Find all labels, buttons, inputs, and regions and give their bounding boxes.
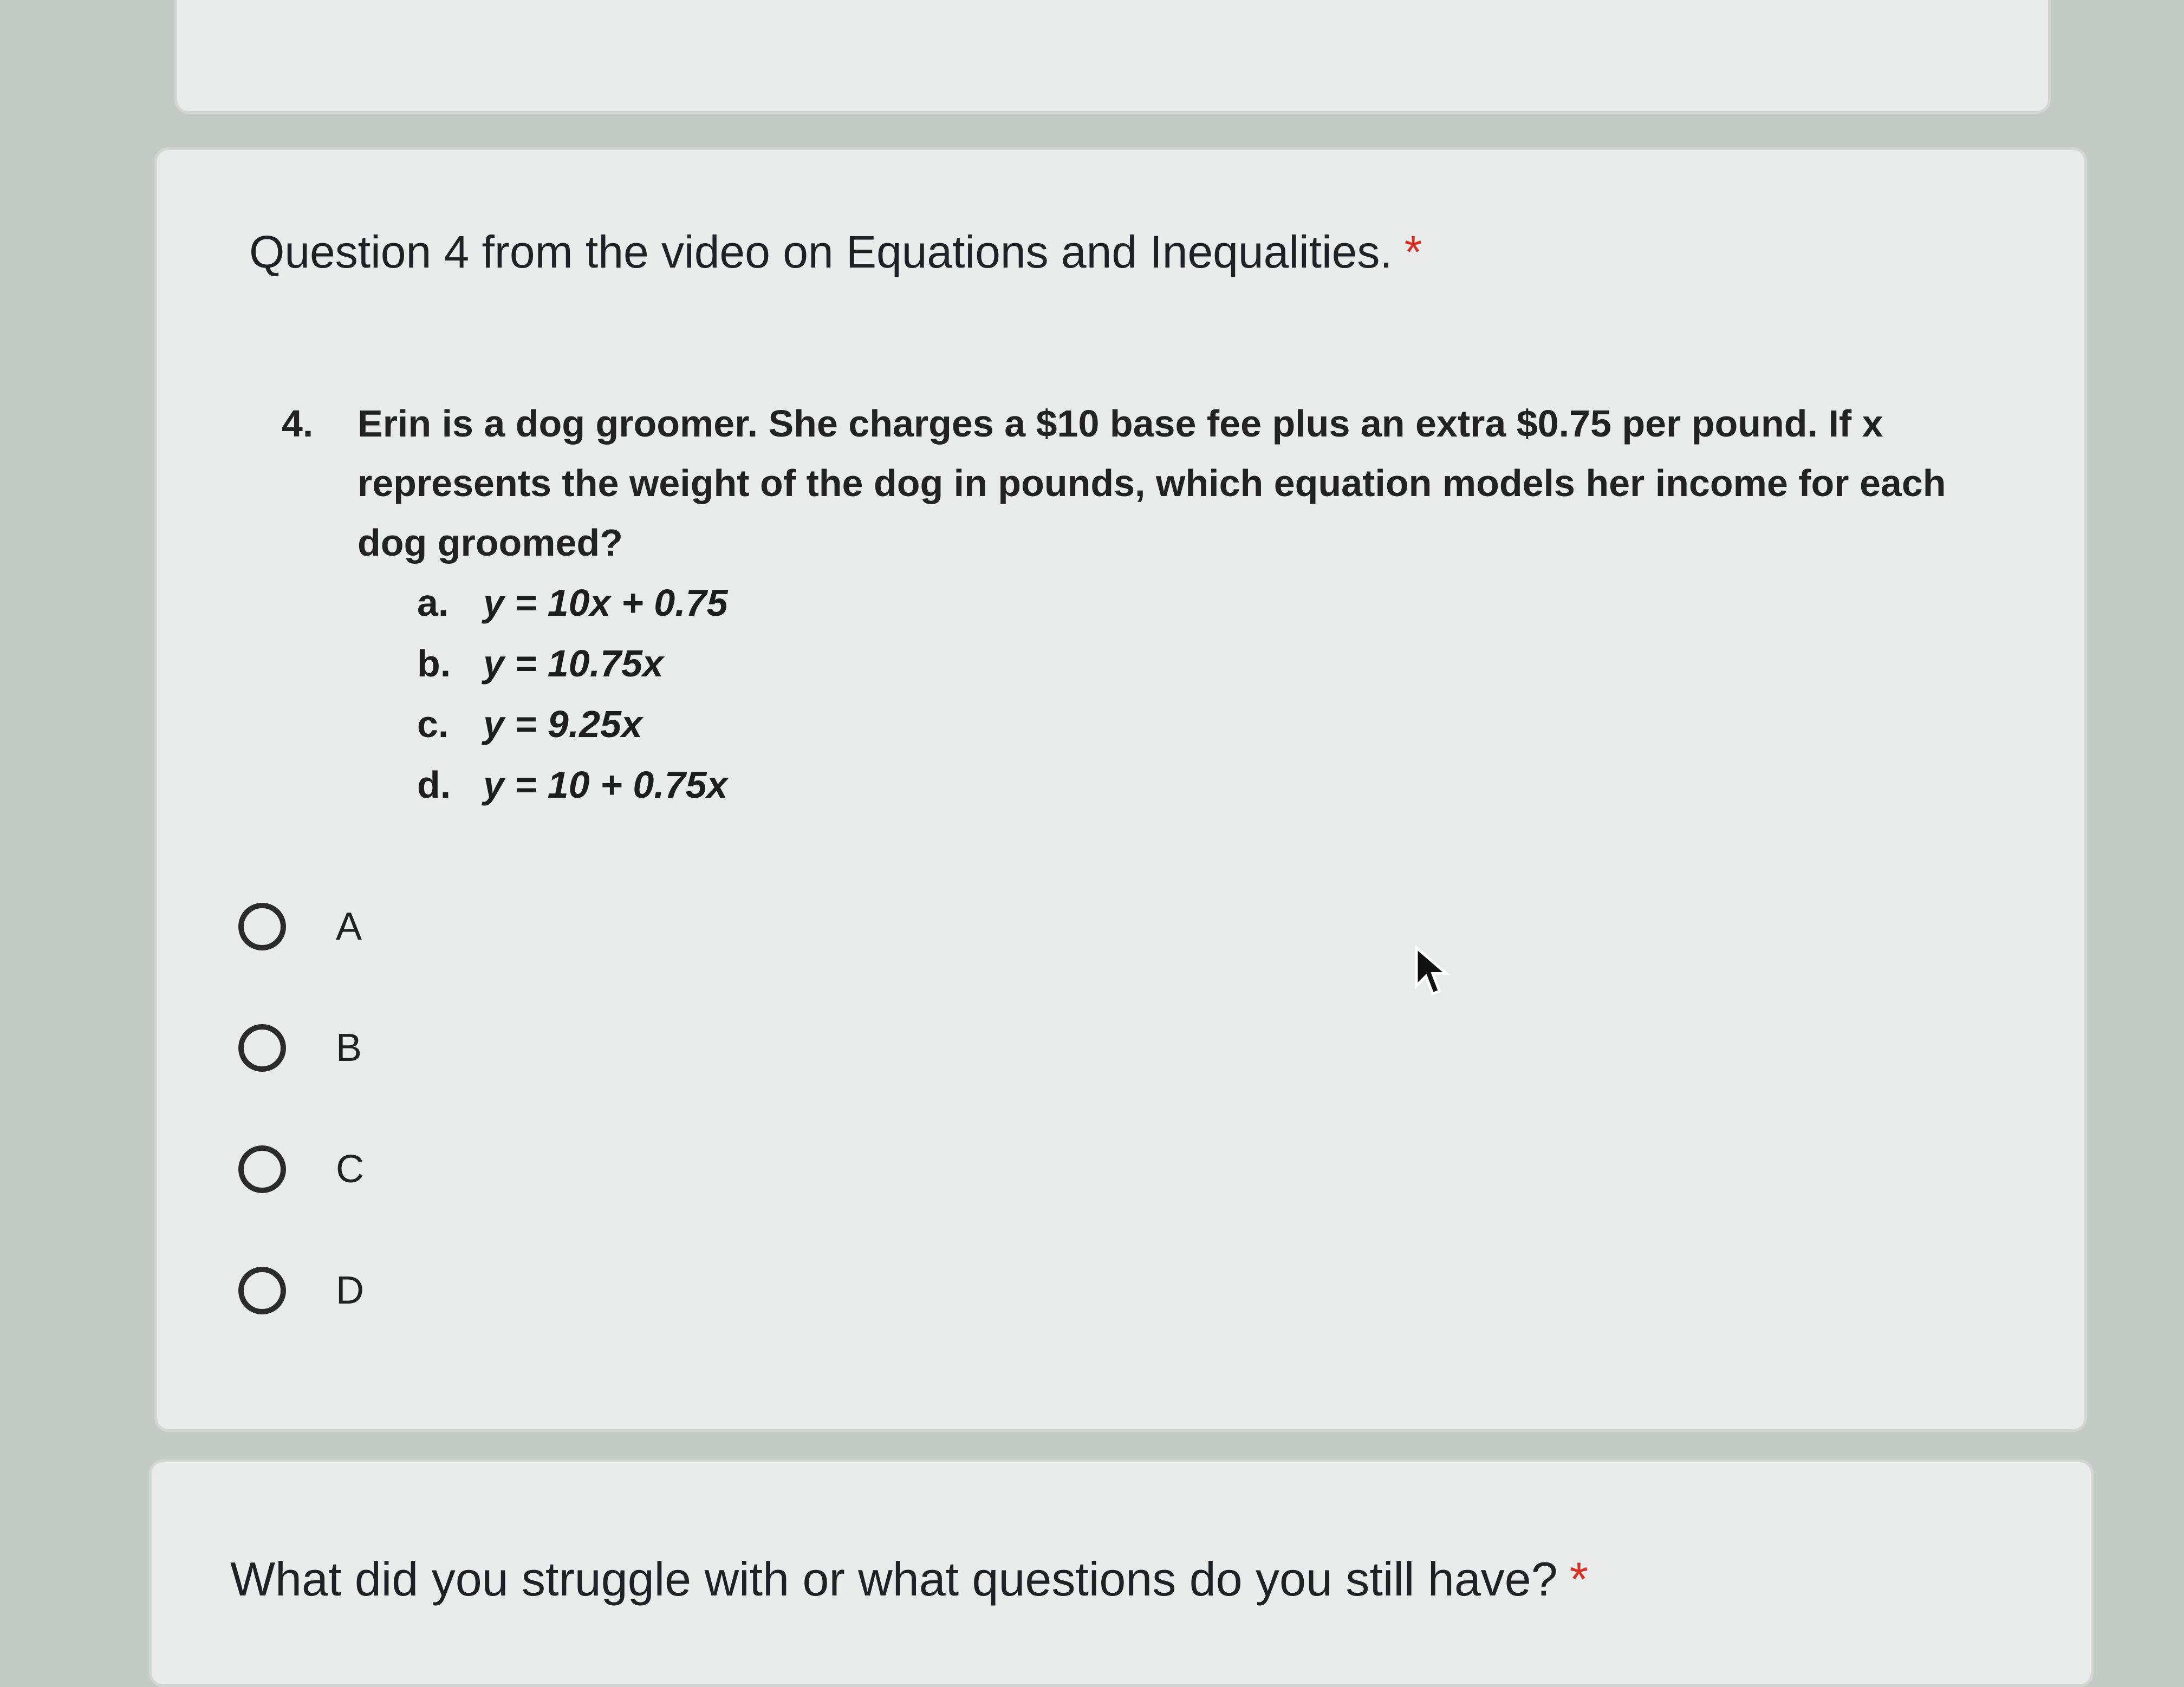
arrow-cursor-icon [1414, 945, 1452, 999]
radio-button-c[interactable] [238, 1145, 286, 1193]
required-asterisk: * [1569, 1552, 1588, 1606]
choice-letter: a. [417, 582, 449, 624]
choice-letter: d. [417, 764, 451, 806]
choice-b [417, 633, 728, 694]
problem-text: Erin is a dog groomer. She charges a $10 base fee plus an extra $0.75 per pound. If x represents the weight of the dog in pounds, which equation models her income for each dog groomed? [358, 402, 1946, 564]
choice-a [417, 572, 728, 633]
question-card [154, 147, 2087, 1432]
option-label[interactable]: D [336, 1269, 364, 1312]
next-question-title-text: What did you struggle with or what questions do you still have? [230, 1552, 1558, 1606]
choice-equation: y = 10.75x [483, 642, 664, 685]
choice-equation: y = 10x + 0.75 [483, 582, 728, 624]
required-asterisk: * [1404, 226, 1422, 277]
option-label[interactable]: C [336, 1148, 364, 1191]
next-question-title [230, 1552, 1588, 1607]
choice-equation: y = 10 + 0.75x [483, 764, 728, 806]
choice-letter: c. [417, 703, 449, 745]
answer-choices-list [417, 572, 728, 815]
choice-equation: y = 9.25x [483, 703, 642, 745]
radio-button-d[interactable] [238, 1267, 286, 1314]
question-title-text: Question 4 from the video on Equations and Inequalities. [249, 226, 1393, 277]
choice-letter: b. [417, 642, 451, 685]
problem-image [282, 394, 2037, 572]
choice-d [417, 754, 728, 815]
radio-button-a[interactable] [238, 903, 286, 950]
radio-button-b[interactable] [238, 1024, 286, 1072]
previous-question-card [174, 0, 2051, 114]
option-label[interactable]: A [336, 905, 362, 948]
question-title [249, 226, 1422, 278]
choice-c [417, 694, 728, 754]
option-label[interactable]: B [336, 1026, 362, 1070]
next-question-card [149, 1460, 2094, 1687]
problem-number: 4. [282, 402, 314, 445]
